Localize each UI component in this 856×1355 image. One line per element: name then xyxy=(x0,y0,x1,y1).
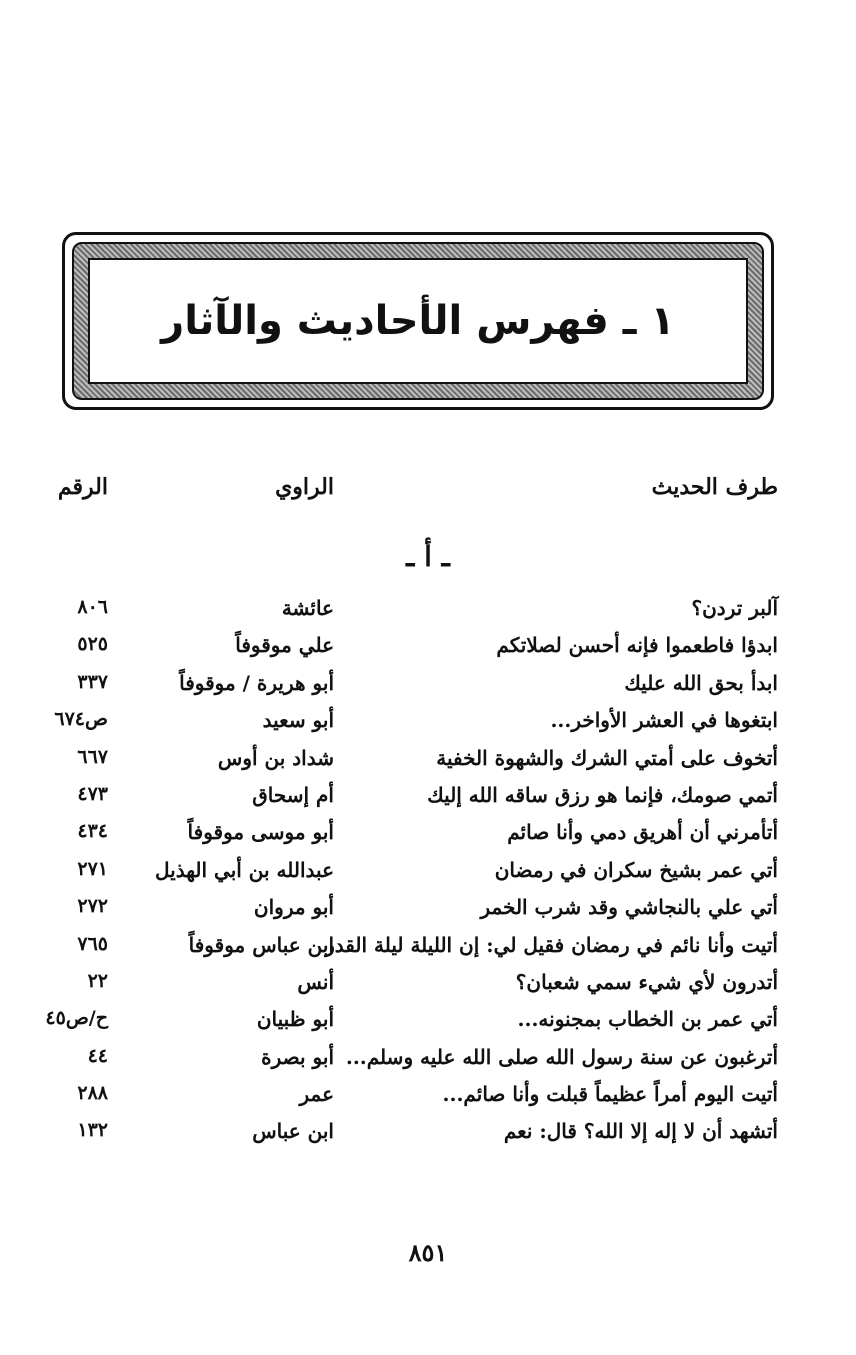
header-hadith: طرف الحديث xyxy=(651,474,778,500)
reference-number: ٢٢ xyxy=(87,969,108,992)
reference-number: ٤٣٤ xyxy=(77,820,108,843)
rawi-name: عبدالله بن أبي الهذيل xyxy=(154,857,334,882)
hadith-text: أتي عمر بن الخطاب بمجنونه... xyxy=(517,1007,778,1032)
reference-number: ٤٧٣ xyxy=(77,782,108,805)
reference-number: ٨٠٦ xyxy=(77,596,108,618)
reference-number: ٦٦٧ xyxy=(77,745,108,768)
reference-number: ٢٨٨ xyxy=(77,1082,108,1105)
rawi-name: شداد بن أوس xyxy=(217,745,334,770)
index-row xyxy=(0,893,856,930)
rawi-name: أبو هريرة / موقوفاً xyxy=(179,670,334,695)
hadith-text: أتيت اليوم أمراً عظيماً قبلت وأنا صائم... xyxy=(442,1082,778,1107)
header-rawi: الراوي xyxy=(275,474,334,500)
rawi-name: عمر xyxy=(299,1082,334,1107)
index-row xyxy=(0,744,856,781)
reference-number: ١٣٢ xyxy=(77,1119,108,1142)
reference-number: ٥٢٥ xyxy=(77,633,108,656)
reference-number: ٢٧١ xyxy=(77,857,108,880)
rawi-name: عائشة xyxy=(281,596,334,620)
index-row xyxy=(0,1005,856,1042)
index-title: ١ ـ فهرس الأحاديث والآثار xyxy=(161,298,675,344)
rawi-name: أم إسحاق xyxy=(252,782,334,807)
letter-section-heading: ـ أ ـ xyxy=(406,540,450,573)
hadith-text: أتخوف على أمتي الشرك والشهوة الخفية xyxy=(436,745,778,770)
reference-number: ٧٦٥ xyxy=(77,932,108,955)
hadith-text: أتيت وأنا نائم في رمضان فقيل لي: إن الليلة ليلة القدر xyxy=(325,932,778,957)
hadith-text: أتي عمر بشيخ سكران في رمضان xyxy=(494,857,778,882)
column-headers xyxy=(0,474,856,510)
hadith-text: أتشهد أن لا إله إلا الله؟ قال: نعم xyxy=(503,1119,778,1144)
index-row xyxy=(0,1117,856,1154)
page-number: ٨٥١ xyxy=(408,1238,448,1267)
index-rows xyxy=(0,594,856,1155)
header-number: الرقم xyxy=(57,474,108,500)
hadith-text: آلبر تردن؟ xyxy=(691,596,778,620)
title-frame-inner xyxy=(88,258,748,384)
reference-number: ح/ص٤٥ xyxy=(45,1007,108,1030)
hadith-text: أتدرون لأي شيء سمي شعبان؟ xyxy=(515,969,778,994)
rawi-name: ابن عباس موقوفاً xyxy=(188,932,334,957)
rawi-name: علي موقوفاً xyxy=(235,633,334,658)
index-row xyxy=(0,706,856,743)
hadith-text: أتأمرني أن أهريق دمي وأنا صائم xyxy=(507,820,778,845)
title-frame-pattern xyxy=(72,242,764,400)
hadith-text: أترغبون عن سنة رسول الله صلى الله عليه وسلم... xyxy=(345,1044,778,1069)
reference-number: ٢٧٢ xyxy=(77,895,108,918)
hadith-text: ابدأ بحق الله عليك xyxy=(624,670,778,695)
index-row xyxy=(0,631,856,668)
index-row xyxy=(0,594,856,631)
rawi-name: أبو مروان xyxy=(253,895,334,920)
hadith-text: أتمي صومك، فإنما هو رزق ساقه الله إليك xyxy=(427,782,778,807)
rawi-name: أنس xyxy=(297,969,334,994)
index-row xyxy=(0,856,856,893)
rawi-name: أبو ظبيان xyxy=(256,1007,334,1032)
title-frame xyxy=(62,232,774,410)
hadith-text: أتي علي بالنجاشي وقد شرب الخمر xyxy=(480,895,778,920)
rawi-name: أبو سعيد xyxy=(262,708,334,733)
rawi-name: أبو موسى موقوفاً xyxy=(187,820,334,845)
rawi-name: ابن عباس xyxy=(252,1119,334,1144)
index-row xyxy=(0,781,856,818)
reference-number: ص٦٧٤ xyxy=(54,708,108,731)
index-row xyxy=(0,669,856,706)
hadith-text: ابدؤا فاطعموا فإنه أحسن لصلاتكم xyxy=(496,633,778,658)
hadith-text: ابتغوها في العشر الأواخر... xyxy=(550,708,778,733)
index-row xyxy=(0,1043,856,1080)
index-row xyxy=(0,1080,856,1117)
reference-number: ٣٣٧ xyxy=(77,670,108,693)
index-row xyxy=(0,818,856,855)
reference-number: ٤٤ xyxy=(87,1044,108,1067)
index-row xyxy=(0,931,856,968)
rawi-name: أبو بصرة xyxy=(261,1044,334,1069)
index-row xyxy=(0,968,856,1005)
